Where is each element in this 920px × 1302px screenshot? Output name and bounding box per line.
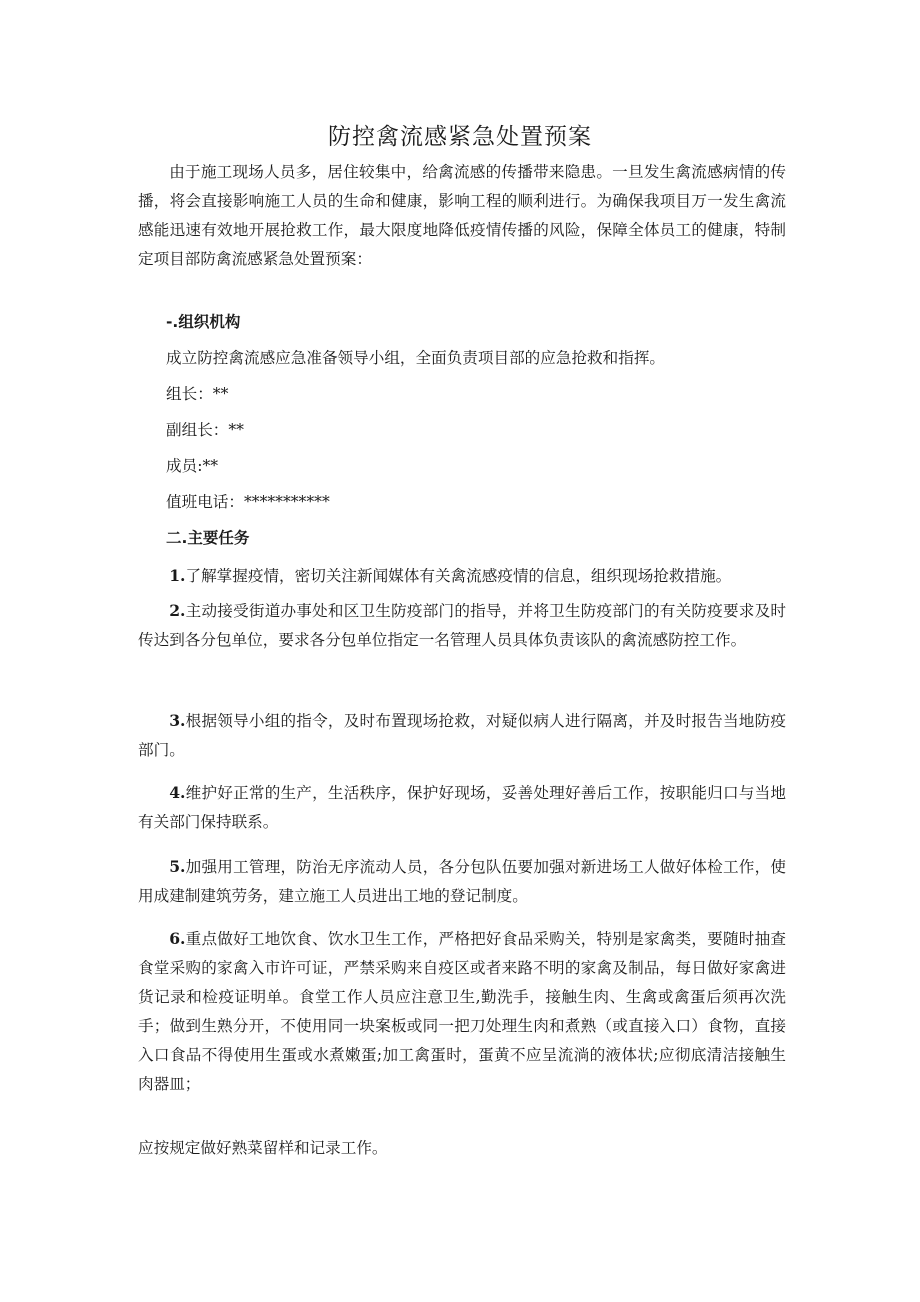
task-item [138,706,786,765]
task-item-number: 4. [169,783,186,802]
task-item-text: 重点做好工地饮食、饮水卫生工作，严格把好食品采购关，特别是家禽类，要随时抽查食堂采购的家禽入市许可证，严禁采购来自疫区或者来路不明的家禽及制品，每日做好家禽进货记录和检疫证明单。食堂工作人员应注意卫生,勤洗手，接触生肉、生禽或禽蛋后须再次洗手；做到生熟分开，不使用同一块案板或同一把刀处理生肉和煮熟（或直接入口）食物，直接入口食品不得使用生蛋或水煮嫩蛋;加工禽蛋时，蛋黄不应呈流淌的液体状;应彻底清洁接触生肉器皿； [138,930,786,1093]
task-item [138,852,786,911]
task-item-number: 6. [169,929,186,948]
organization-description: 成立防控禽流感应急准备领导小组，全面负责项目部的应急抢救和指挥。 [166,349,666,367]
task-item-text: 了解掌握疫情，密切关注新闻媒体有关禽流感疫情的信息，组织现场抢救措施。 [185,567,732,585]
task-item-number: 2. [169,601,186,620]
task-item-number: 5. [169,857,186,876]
document-title: 防控禽流感紧急处置预案 [328,124,592,150]
group-leader-line: 组长：** [166,385,229,403]
closing-line: 应按规定做好熟菜留样和记录工作。 [138,1139,388,1157]
section-heading-tasks: 二.主要任务 [166,529,250,547]
intro-paragraph: 由于施工现场人员多，居住较集中，给禽流感的传播带来隐患。一旦发生禽流感病情的传播，将会直接影响施工人员的生命和健康，影响工程的顺利进行。为确保我项目万一发生禽流感能迅速有效地开展抢救工作，最大限度地降低疫情传播的风险，保障全体员工的健康，特制定项目部防禽流感紧急处置预案： [138,163,786,268]
hotline-line: 值班电话：*********** [166,493,330,511]
members-line: 成员:** [166,457,219,475]
task-item-text: 主动接受街道办事处和区卫生防疫部门的指导，并将卫生防疫部门的有关防疫要求及时传达到各分包单位，要求各分包单位指定一名管理人员具体负责该队的禽流感防控工作。 [138,602,786,649]
task-item [138,561,786,591]
task-item [138,596,786,655]
vice-leader-line: 副组长：** [166,421,244,439]
task-item [138,778,786,837]
task-item [138,924,786,1099]
task-item-number: 1. [169,566,186,585]
task-item-number: 3. [169,711,186,730]
section-heading-organization: -.组织机构 [166,313,241,331]
task-item-text: 根据领导小组的指令，及时布置现场抢救，对疑似病人进行隔离，并及时报告当地防疫部门。 [138,712,786,759]
task-item-text: 加强用工管理，防治无序流动人员，各分包队伍要加强对新进场工人做好体检工作，使用成建制建筑劳务，建立施工人员进出工地的登记制度。 [138,858,786,905]
task-item-text: 维护好正常的生产，生活秩序，保护好现场，妥善处理好善后工作，按职能归口与当地有关部门保持联系。 [138,784,786,831]
